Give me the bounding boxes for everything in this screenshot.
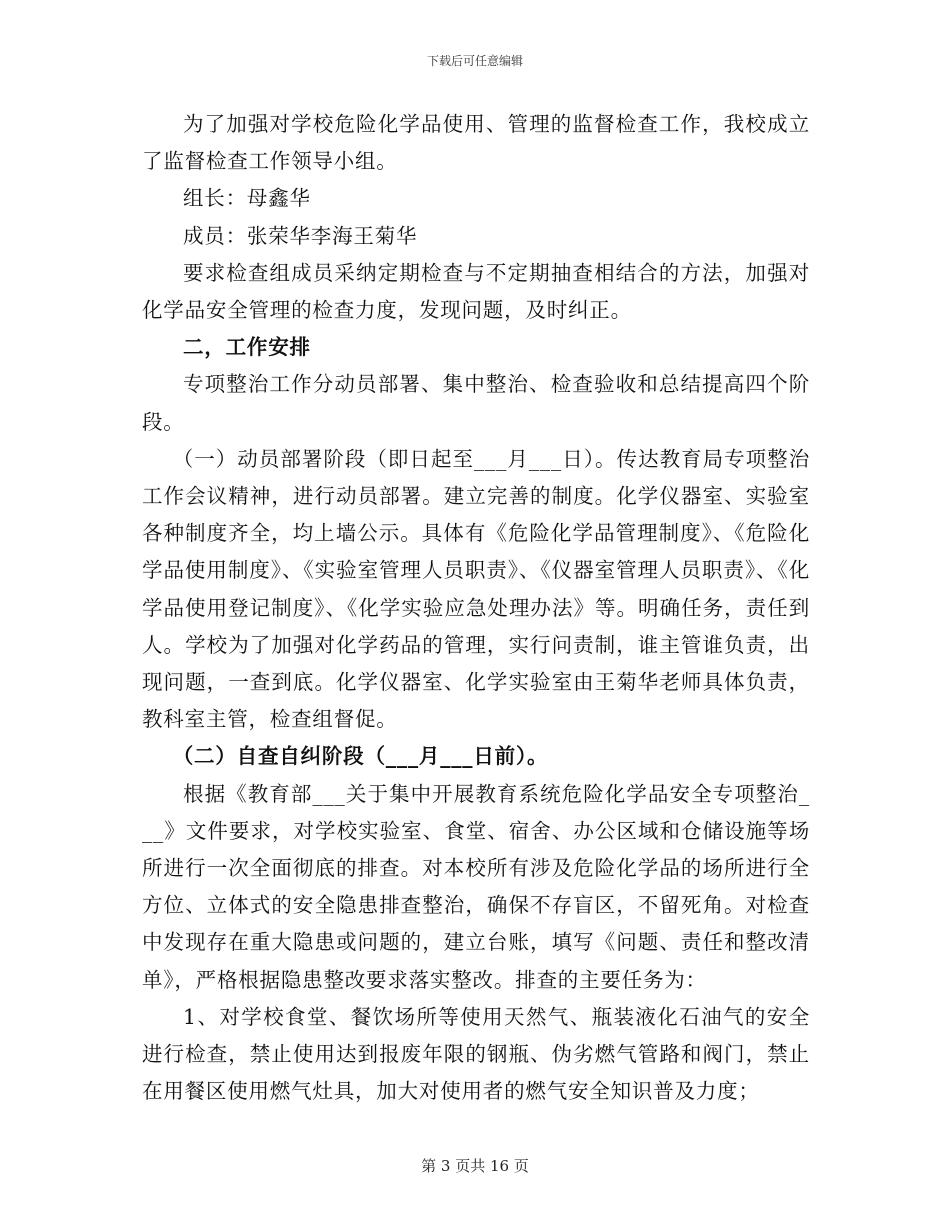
paragraph-members: 成员：张荣华李海王菊华 bbox=[183, 223, 418, 248]
paragraph-stage-two-details: 根据《教育部___关于集中开展教育系统危险化学品安全专项整治___》文件要求，对学校实验室、食堂、宿舍、办公区域和仓储设施等场所进行一次全面彻底的排查。对本校所有涉及危险化学品的场所进行全方位、立体式的安全隐患排查整治，确保不存盲区，不留死角。对检查中发现存在重大隐患或问题的，建立台账，填写《问题、责任和整改清单》，严格根据隐患整改要求落实整改。排查的主要任务为： bbox=[142, 781, 810, 992]
section-heading-work-arrangement: 二，工作安排 bbox=[183, 335, 311, 360]
document-body bbox=[142, 106, 810, 1110]
page-footer: 第 3 页共 16 页 bbox=[421, 1157, 529, 1175]
paragraph-group-leader: 组长：母鑫华 bbox=[183, 186, 311, 211]
paragraph-stages: 专项整治工作分动员部署、集中整治、检查验收和总结提高四个阶段。 bbox=[142, 372, 810, 434]
paragraph-inspection-method: 要求检查组成员采纳定期检查与不定期抽查相结合的方法，加强对化学品安全管理的检查力度，发现问题，及时纠正。 bbox=[142, 260, 810, 323]
paragraph-task-one: 1、对学校食堂、餐饮场所等使用天然气、瓶装液化石油气的安全进行检查，禁止使用达到报废年限的钢瓶、伪劣燃气管路和阀门，禁止在用餐区使用燃气灶具，加大对使用者的燃气安全知识普及力度； bbox=[142, 1004, 810, 1104]
paragraph-intro: 为了加强对学校危险化学品使用、管理的监督检查工作，我校成立了监督检查工作领导小组。 bbox=[142, 112, 810, 174]
heading-stage-two: （二）自查自纠阶段（___月___日前）。 bbox=[172, 744, 549, 769]
paragraph-stage-one: （一）动员部署阶段（即日起至___月___日）。传达教育局专项整治工作会议精神，进行动员部署。建立完善的制度。化学仪器室、实验室各种制度齐全，均上墙公示。具体有《危险化学品管理制度》、《危险化学品使用制度》、《实验室管理人员职责》、《仪器室管理人员职责》、《化学品使用登记制度》、《化学实验应急处理办法》等。明确任务，责任到人。学校为了加强对化学药品的管理，实行问责制，谁主管谁负责，出现问题，一查到底。化学仪器室、化学实验室由王菊华老师具体负责，教科室主管，检查组督促。 bbox=[142, 446, 810, 732]
page-header: 下载后可任意编辑 bbox=[426, 54, 523, 68]
